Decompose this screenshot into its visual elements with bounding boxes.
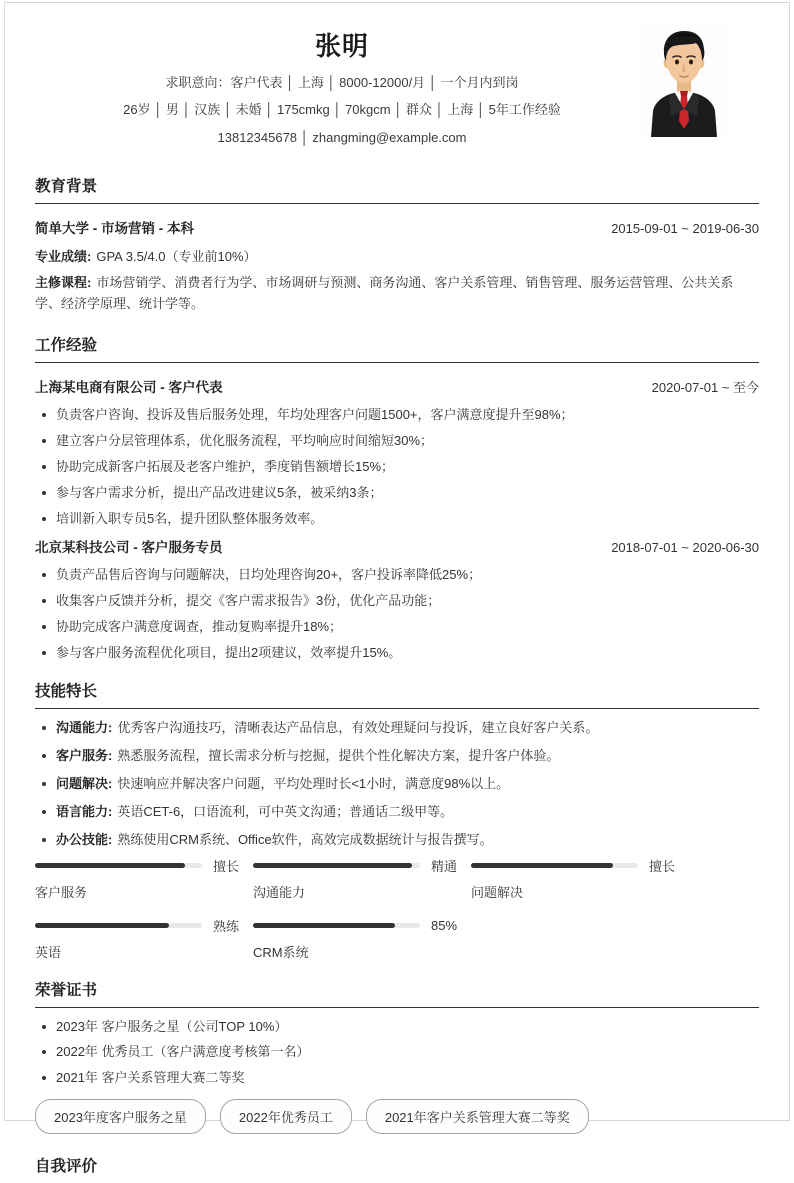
bar-name: 问题解决 [471,884,524,900]
bar-track [471,863,638,868]
education-title: 教育背景 [35,178,759,204]
job-bullet: 协助完成客户满意度调查，推动复购率提升18%； [35,618,759,636]
job-item [35,376,759,528]
contact-line: 13812345678 │ zhangming@example.com [217,129,467,145]
honor-badge: 2023年度客户服务之星 [35,1099,206,1134]
honor-item: 2023年 客户服务之星（公司TOP 10%） [35,1018,759,1036]
section-honors [35,982,759,1135]
skill-item [35,719,759,737]
skill-label: 语言能力: [56,803,113,819]
work-title: 工作经验 [35,337,759,363]
bar-name: CRM系统 [253,944,309,960]
honors-list [35,1018,759,1088]
skills-list [35,719,759,849]
personal-info-line: 26岁 │ 男 │ 汉族 │ 未婚 │ 175cmkg │ 70kgcm │ 群众 │ 上海 │ 5年工作经验 [123,102,561,118]
skill-bar [253,919,471,961]
skill-bar [253,859,471,901]
bar-fill [35,923,169,928]
education-date: 2015-09-01 ~ 2019-06-30 [611,220,759,236]
job-bullet: 参与客户服务流程优化项目，提出2项建议，效率提升15%。 [35,644,759,662]
honor-badge: 2021年客户关系管理大赛二等奖 [366,1099,589,1134]
bar-track [253,863,420,868]
bar-track [253,923,420,928]
honor-badge: 2022年优秀员工 [220,1099,352,1134]
bar-track [35,863,202,868]
skill-bars [35,859,759,961]
job-bullet: 建立客户分层管理体系，优化服务流程，平均响应时间缩短30%； [35,432,759,450]
resume-page [4,2,790,1176]
skill-text: 英语CET-6，口语流利，可中英文沟通；普通话二级甲等。 [117,803,454,819]
job-intent-line: 求职意向：客户代表 │ 上海 │ 8000-12000/月 │ 一个月内到岗 [165,75,519,91]
honor-item: 2022年 优秀员工（客户满意度考核第一名） [35,1043,759,1061]
skill-item [35,747,759,765]
job-bullet-list [35,406,759,528]
honor-item: 2021年 客户关系管理大赛二等奖 [35,1069,759,1087]
job-company-role: 上海某电商有限公司 - 客户代表 [35,379,223,395]
school-degree: 简单大学 - 市场营销 - 本科 [35,220,194,236]
skill-label: 客户服务: [56,747,113,763]
bar-name: 沟通能力 [253,884,306,900]
gpa-value: GPA 3.5/4.0（专业前10%） [96,248,257,264]
job-bullet: 培训新入职专员5名，提升团队整体服务效率。 [35,510,759,528]
skills-title: 技能特长 [35,683,759,709]
job-date: 2020-07-01 ~ 至今 [651,379,759,395]
section-education [35,178,759,314]
skill-bar [471,859,689,901]
skill-item [35,803,759,821]
section-skills [35,683,759,961]
honors-title: 荣誉证书 [35,982,759,1008]
skill-label: 沟通能力: [56,720,113,736]
courses-label: 主修课程: [35,274,92,290]
job-bullet-list [35,566,759,662]
section-work [35,337,759,662]
bar-level: 擅长 [213,859,240,875]
job-item [35,536,759,662]
bar-track [35,923,202,928]
job-bullet: 收集客户反馈并分析，提交《客户需求报告》3份，优化产品功能； [35,592,759,610]
bar-level: 85% [431,918,458,934]
header-text-block [35,3,649,146]
self-eval-title: 自我评价 [35,1158,98,1176]
candidate-name: 张明 [314,31,369,61]
skill-text: 熟悉服务流程，擅长需求分析与挖掘，提供个性化解决方案，提升客户体验。 [117,747,560,763]
resume-header [35,3,759,153]
skill-label: 问题解决: [56,775,113,791]
honor-badges [35,1099,759,1134]
skill-bar [35,859,253,901]
gpa-line [35,246,759,267]
bar-fill [471,863,613,868]
skill-text: 熟练使用CRM系统、Office软件，高效完成数据统计与报告撰写。 [117,831,493,847]
courses-line [35,272,759,314]
bar-level: 熟练 [213,919,240,935]
bar-level: 精通 [431,859,458,875]
bar-name: 客户服务 [35,884,88,900]
job-company-role: 北京某科技公司 - 客户服务专员 [35,540,223,556]
job-bullet: 协助完成新客户拓展及老客户维护，季度销售额增长15%； [35,458,759,476]
bar-fill [35,863,185,868]
job-bullet: 负责客户咨询、投诉及售后服务处理，年均处理客户问题1500+，客户满意度提升至98%； [35,406,759,424]
job-bullet: 参与客户需求分析，提出产品改进建议5条，被采纳3条； [35,484,759,502]
job-date: 2018-07-01 ~ 2020-06-30 [611,540,759,556]
bar-level: 擅长 [649,859,676,875]
skill-text: 快速响应并解决客户问题，平均处理时长<1小时，满意度98%以上。 [117,775,510,791]
skill-bar [35,919,253,961]
skill-label: 办公技能: [56,831,113,847]
skill-text: 优秀客户沟通技巧，清晰表达产品信息，有效处理疑问与投诉，建立良好客户关系。 [117,720,599,736]
bar-fill [253,863,412,868]
skill-item [35,831,759,849]
courses-value: 市场营销学、消费者行为学、市场调研与预测、商务沟通、客户关系管理、销售管理、服务运营管理、公共关系学、经济学原理、统计学等。 [35,274,734,311]
bar-name: 英语 [35,944,62,960]
skill-item [35,775,759,793]
bar-fill [253,923,395,928]
profile-photo [641,25,727,137]
job-bullet: 负责产品售后咨询与问题解决，日均处理咨询20+，客户投诉率降低25%； [35,566,759,584]
profile-photo-illustration [641,25,727,137]
section-self-eval [35,1158,759,1183]
gpa-label: 专业成绩: [35,248,92,264]
